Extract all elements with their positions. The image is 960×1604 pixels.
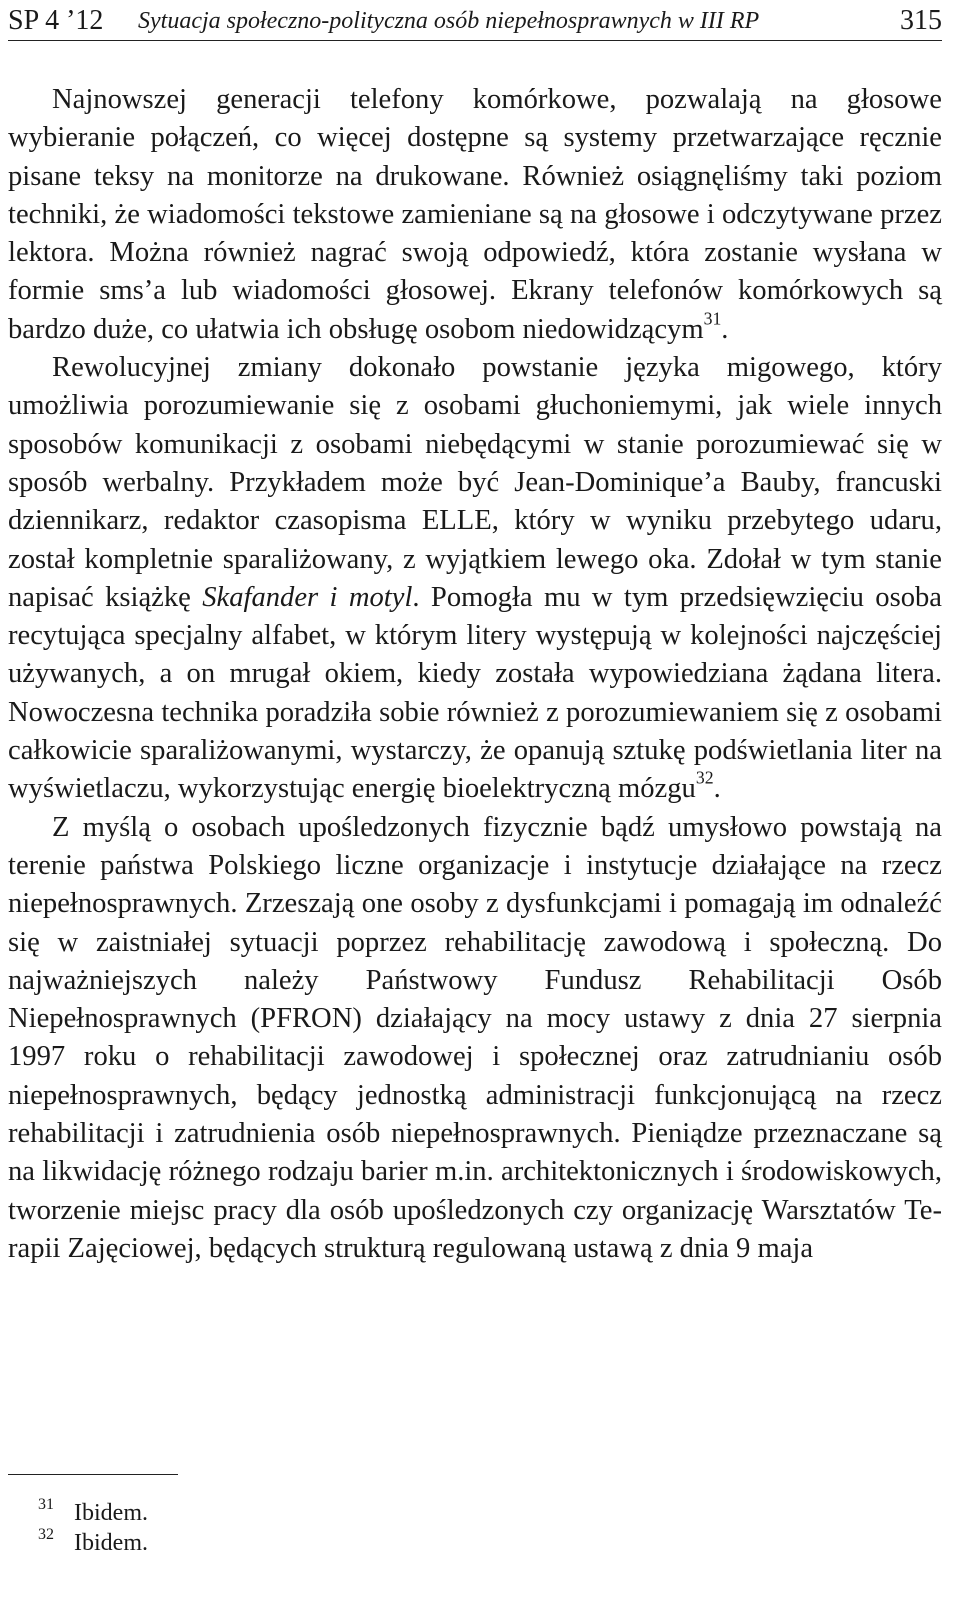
footnote-number: 31 <box>38 1496 54 1513</box>
paragraph-1-text: Najnowszej generacji telefony komórkowe, pozwalają na głosowe wybieranie połączeń, co więcej dostępne są systemy przetwarzające ręcznie pisane teksy na monitorze na drukowane. Również osiągnęliśmy taki poziom techniki, że wiadomości tekstowe zamieniane są na głosowe i odczytywane przez lektora. Można również nagrać swoją odpowiedź, która zostanie wysłana w formie sms’a lub wiadomości głosowej. Ekrany telefonów komórkowych są bardzo duże, co ułatwia ich obsługę osobom niedowidzącym <box>8 84 942 345</box>
journal-issue: SP 4 ’12 <box>8 5 104 36</box>
paragraph-3: Z myślą o osobach upośledzonych fizycznie bądź umysłowo powstają na terenie państwa Polskiego liczne organizacje i instytucje działające na rzecz niepełnosprawnych. Zrzeszają one osoby z dysfunkcjami i pomagają im odnaleźć się w zaistniałej sytuacji poprzez rehabilitację zawodową i społeczną. Do najważniejszych należy Państwowy Fundusz Rehabilitacji Osób Niepełnosprawnych (PFRON) działający na mocy ustawy z dnia 27 sierpnia 1997 roku o rehabilitacji zawodowej i społecznej oraz zatrudnianiu osób niepełnosprawnych, będący jednostką administracji funkcjonującą na rzecz rehabilitacji i zatrudnienia osób niepełnosprawnych. Pieniądze przeznaczane są na likwidację różnego rodzaju barier m.in. architektonicznych i środowiskowych, tworzenie miejsc pracy dla osób upośledzonych czy organizację Warsztatów Terapii Zajęciowej, będących strukturą regulowaną ustawą z dnia 9 maja <box>8 811 942 1264</box>
paragraph-2-text-b: . Pomogła mu w tym przedsięwzięciu osoba recytująca specjalny alfabet, w którym litery występują w kolejności najczęściej używanych, a on mrugał okiem, kiedy została wypowiedziana żądana litera. Nowoczesna technika poradziła sobie również z porozumiewaniem się z osobami całkowicie sparaliżowanymi, wystarczy, że opanują sztukę podświetlania liter na wyświetlaczu, wykorzystując energię bioelektryczną mózgu <box>8 581 942 805</box>
body-text <box>8 81 942 1268</box>
footnote-ref-31[interactable]: 31 <box>703 308 722 329</box>
paragraph-1 <box>8 81 942 349</box>
footnote-32 <box>8 1528 148 1558</box>
footnotes <box>8 1498 148 1558</box>
book-title: Skafander i motyl <box>202 581 413 613</box>
paragraph-1-end: . <box>721 313 729 345</box>
page-number: 315 <box>900 5 942 36</box>
running-header <box>8 2 942 41</box>
running-title: Sytuacja społeczno-polityczna osób niepełnosprawnych w III RP <box>138 8 760 34</box>
paragraph-2-text-a: Rewolucyjnej zmiany dokonało powstanie języka migowego, który umożliwia porozumiewanie się z osobami głuchoniemymi, jak wiele innych sposobów komunikacji z osobami niebędącymi w stanie porozumiewać się w sposób werbalny. Przykładem może być Jean-Dominique’a Bauby, francuski dziennikarz, redaktor czasopisma ELLE, który w wyniku przebytego udaru, został kompletnie sparaliżowany, z wyjątkiem lewego oka. Zdołał w tym stanie napisać książkę <box>8 352 942 613</box>
paragraph-2-end: . <box>713 773 721 805</box>
footnote-separator <box>8 1474 178 1475</box>
footnote-number: 32 <box>38 1526 54 1543</box>
footnote-31 <box>8 1498 148 1528</box>
paragraph-2 <box>8 349 942 809</box>
footnote-text: Ibidem. <box>74 1500 148 1526</box>
footnote-text: Ibidem. <box>74 1530 148 1556</box>
footnote-ref-32[interactable]: 32 <box>695 768 714 789</box>
